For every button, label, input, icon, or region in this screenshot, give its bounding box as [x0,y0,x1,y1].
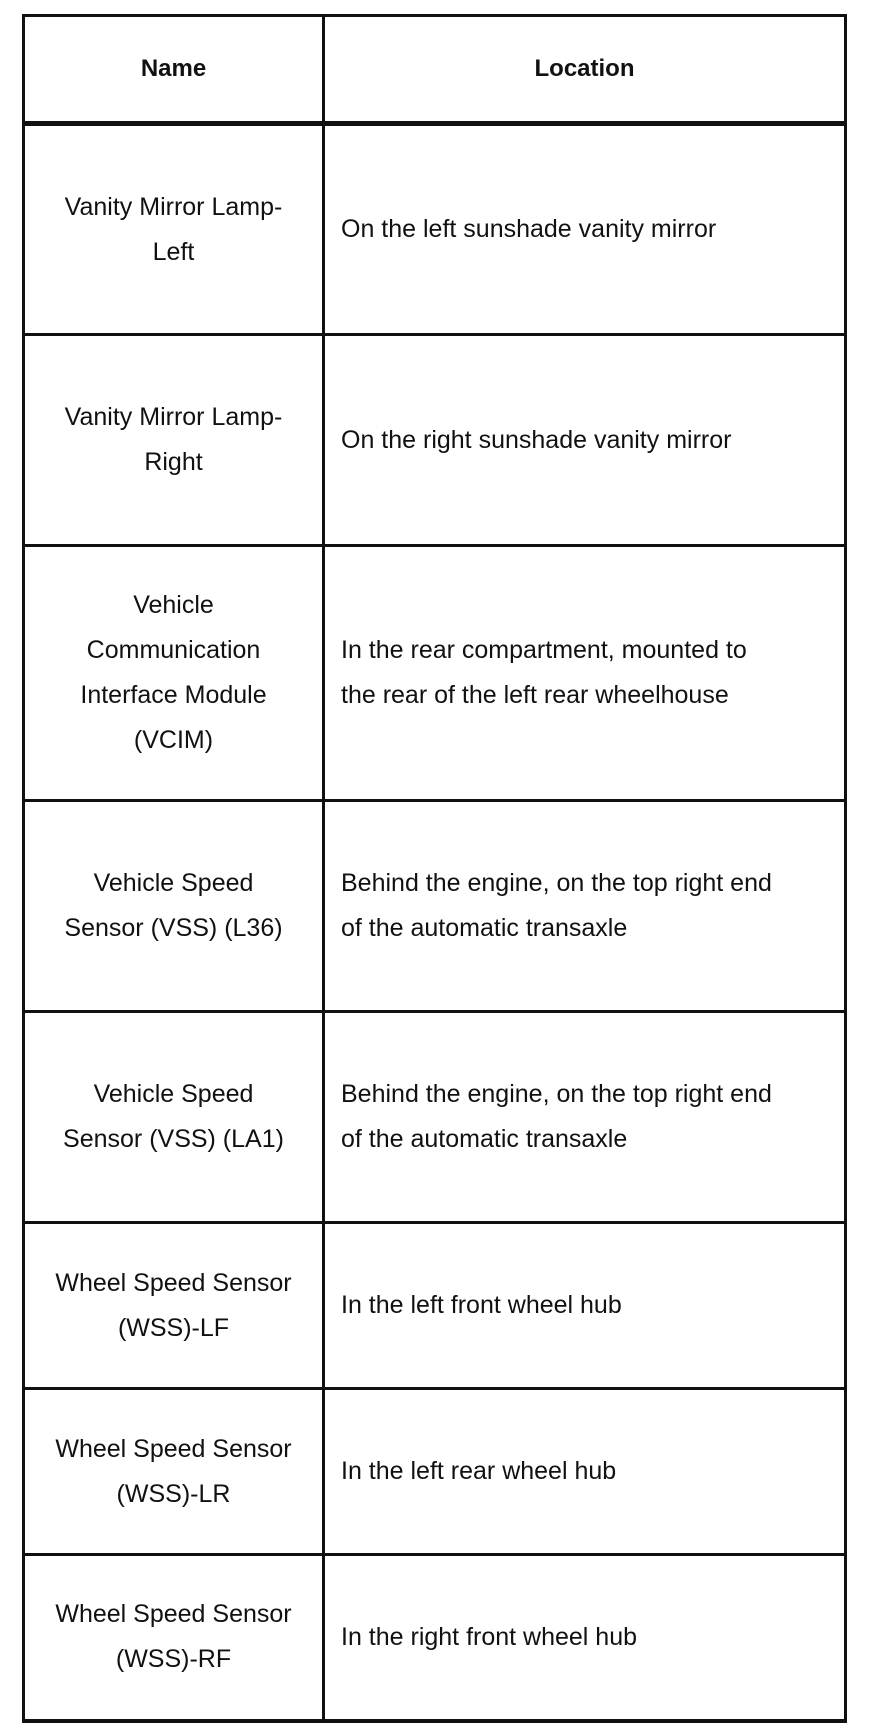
location-text: In the rear compartment, mounted to the rear of the left rear wheelhouse [341,636,747,709]
header-name: Name [24,16,324,124]
name-text: Wheel Speed Sensor (WSS)-LF [55,1268,292,1342]
location-cell [324,124,846,335]
location-text: Behind the engine, on the top right end of the automatic transaxle [341,869,772,942]
table-row [24,801,846,1012]
header-row [24,16,846,124]
name-text: Vehicle Speed Sensor (VSS) (LA1) [63,1080,284,1153]
location-text: In the right front wheel hub [341,1622,638,1651]
location-text: Behind the engine, on the top right end of the automatic transaxle [341,1080,772,1153]
location-text: On the right sunshade vanity mirror [341,425,732,454]
location-cell [324,1223,846,1389]
name-cell [24,801,324,1012]
table-row [24,124,846,335]
table-header [24,16,846,124]
location-text: In the left rear wheel hub [341,1457,617,1485]
name-text: Vehicle Speed Sensor (VSS) (L36) [64,869,283,942]
name-cell [24,1012,324,1223]
table-row [24,1389,846,1555]
location-text: On the left sunshade vanity mirror [341,215,717,243]
name-cell [24,1389,324,1555]
location-cell [324,546,846,801]
name-text: Vanity Mirror Lamp-Left [64,192,283,266]
name-text: Wheel Speed Sensor (WSS)-RF [55,1600,292,1674]
location-cell [324,801,846,1012]
table-row [24,1223,846,1389]
location-cell [324,1555,846,1721]
name-text: Vanity Mirror Lamp-Right [64,403,283,476]
name-text: Wheel Speed Sensor (WSS)-LR [55,1434,292,1508]
location-cell [324,335,846,546]
location-text: In the left front wheel hub [341,1291,622,1319]
location-cell [324,1389,846,1555]
location-cell [324,1012,846,1223]
table-row [24,1555,846,1721]
table-row [24,1012,846,1223]
name-text: Vehicle Communication Interface Module (VCIM) [80,591,267,754]
table-row [24,335,846,546]
component-location-table [22,14,847,1723]
name-cell [24,546,324,801]
table-row [24,546,846,801]
header-location: Location [324,16,846,124]
name-cell [24,335,324,546]
name-cell [24,1555,324,1721]
name-cell [24,1223,324,1389]
table-body [24,124,846,1721]
name-cell [24,124,324,335]
